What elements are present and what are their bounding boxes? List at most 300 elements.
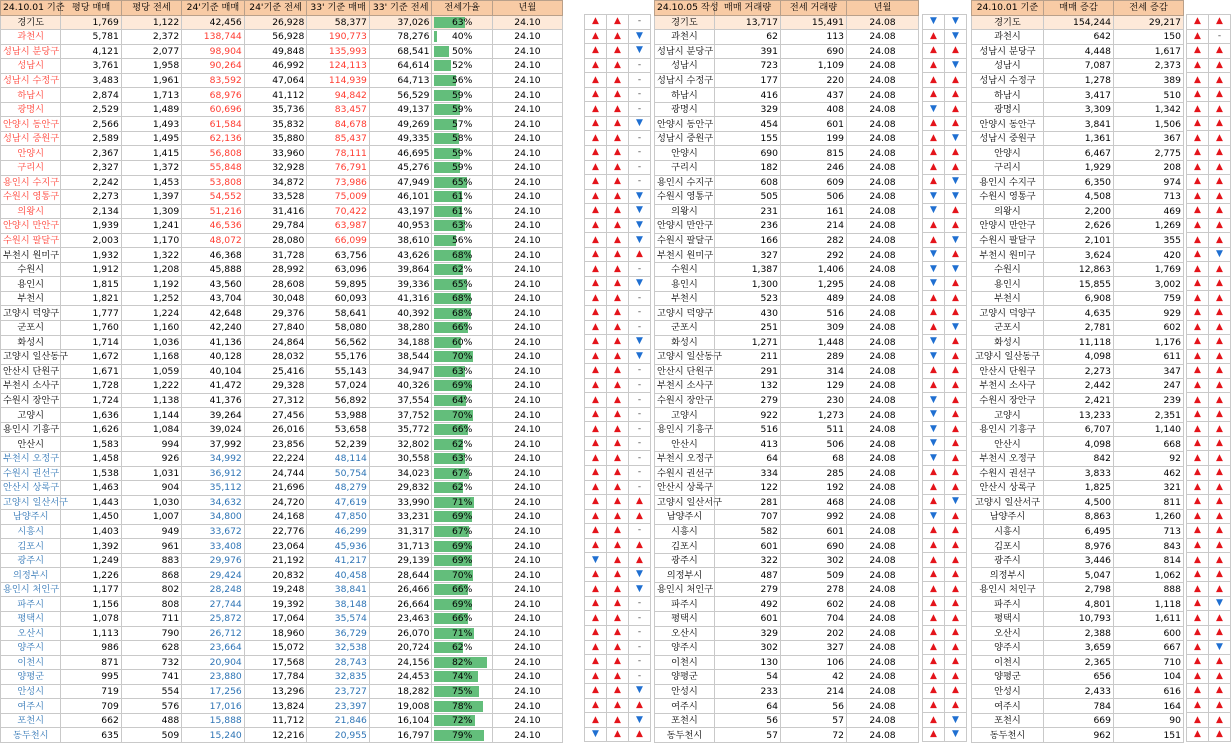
up-arrow-icon: ▲ (945, 698, 967, 713)
region-name: 여주시 (972, 699, 1044, 714)
table-cell: 32,928 (244, 161, 307, 176)
table-row (655, 146, 919, 161)
table-cell: 24.08 (847, 350, 919, 365)
table-row (1, 553, 563, 568)
region-name: 성남시 중원구 (1, 131, 61, 146)
table-cell: 1,224 (121, 306, 181, 321)
table-row (1, 393, 563, 408)
table-cell: 1,007 (121, 510, 181, 525)
no-change-icon: - (629, 262, 651, 277)
table-cell: 28,248 (182, 582, 245, 597)
up-arrow-icon: ▲ (945, 553, 967, 568)
table-cell: 1,672 (61, 350, 121, 365)
up-arrow-icon: ▲ (607, 291, 629, 306)
table-cell: 926 (121, 451, 181, 466)
table-row (1, 102, 563, 117)
table-row (1, 626, 563, 641)
table-cell: 19,248 (244, 582, 307, 597)
table-cell: 732 (121, 655, 181, 670)
up-arrow-icon: ▲ (585, 422, 607, 437)
table-cell: 506 (781, 437, 847, 452)
up-arrow-icon: ▲ (607, 262, 629, 277)
table-cell: 1,062 (1114, 568, 1184, 583)
region-name: 의정부시 (1, 568, 61, 583)
table-row (655, 611, 919, 626)
table-cell: 24.08 (847, 713, 919, 728)
table-cell: 329 (715, 626, 781, 641)
region-name: 평택시 (972, 611, 1044, 626)
down-arrow-icon: ▼ (945, 233, 967, 248)
region-name: 용인시 (655, 277, 715, 292)
table-cell: 15,491 (781, 15, 847, 30)
table-cell: 38,148 (307, 597, 370, 612)
table-cell: 842 (1044, 451, 1114, 466)
region-name: 부천시 원미구 (1, 248, 61, 263)
up-arrow-icon: ▲ (607, 87, 629, 102)
no-change-icon: - (1209, 29, 1231, 44)
table-cell: 49,137 (369, 102, 432, 117)
up-arrow-icon: ▲ (607, 684, 629, 699)
up-arrow-icon: ▲ (923, 218, 945, 233)
jeonse-ratio-cell (432, 422, 492, 437)
table-cell: 70,422 (307, 204, 370, 219)
up-arrow-icon: ▲ (607, 422, 629, 437)
down-arrow-icon: ▼ (945, 58, 967, 73)
up-arrow-icon: ▲ (945, 524, 967, 539)
table-row (655, 553, 919, 568)
table-cell: 68,976 (182, 88, 245, 103)
table-cell: 690 (781, 539, 847, 554)
table-cell: 516 (781, 306, 847, 321)
table-cell: 1,160 (121, 321, 181, 336)
up-arrow-icon: ▲ (585, 305, 607, 320)
table-cell: 230 (781, 393, 847, 408)
ratio-value: 67% (451, 525, 473, 537)
table-cell: 51,216 (182, 204, 245, 219)
region-name: 여주시 (655, 699, 715, 714)
down-arrow-icon: ▼ (923, 247, 945, 262)
up-arrow-icon: ▲ (923, 538, 945, 553)
arrow-row (585, 276, 651, 291)
up-arrow-icon: ▲ (607, 378, 629, 393)
table-row (1, 684, 563, 699)
table-row (655, 102, 919, 117)
arrow-row (923, 233, 967, 248)
up-arrow-icon: ▲ (1209, 567, 1231, 582)
table-cell: 31,713 (369, 539, 432, 554)
table-cell: 38,544 (369, 350, 432, 365)
table-cell: 24.08 (847, 422, 919, 437)
table-cell: 24.10 (492, 233, 562, 248)
ratio-value: 69% (451, 540, 473, 552)
up-arrow-icon: ▲ (1187, 189, 1209, 204)
table-cell: 523 (715, 291, 781, 306)
up-arrow-icon: ▲ (585, 451, 607, 466)
table-cell: 1,538 (61, 466, 121, 481)
up-arrow-icon: ▲ (923, 480, 945, 495)
arrow-row (1187, 640, 1231, 655)
up-arrow-icon: ▲ (945, 393, 967, 408)
table-row (972, 291, 1184, 306)
arrow-row (585, 655, 651, 670)
table-cell: 487 (715, 568, 781, 583)
arrow-spacer-row (923, 0, 967, 15)
up-arrow-icon: ▲ (607, 364, 629, 379)
arrow-row (1187, 713, 1231, 728)
jeonse-ratio-cell (432, 495, 492, 510)
table-row (1, 451, 563, 466)
table-row (655, 713, 919, 728)
no-change-icon: - (629, 524, 651, 539)
up-arrow-icon: ▲ (1187, 291, 1209, 306)
table-cell: 22,224 (244, 451, 307, 466)
table-cell: 24.08 (847, 524, 919, 539)
up-arrow-icon: ▲ (585, 407, 607, 422)
region-name: 의왕시 (655, 204, 715, 219)
arrow-row (1187, 233, 1231, 248)
table-row (655, 306, 919, 321)
up-arrow-icon: ▲ (607, 102, 629, 117)
table-cell: 161 (781, 204, 847, 219)
table-cell: 106 (781, 655, 847, 670)
jeonse-ratio-cell (432, 655, 492, 670)
table-cell: 24.08 (847, 321, 919, 336)
table-cell: 1,109 (781, 59, 847, 74)
table-cell: 656 (1044, 670, 1114, 685)
arrow-row (1187, 204, 1231, 219)
spacer-cell (607, 0, 629, 15)
table-cell: 711 (121, 611, 181, 626)
table-cell: 55,176 (307, 350, 370, 365)
ratio-value: 60% (451, 336, 473, 348)
up-arrow-icon: ▲ (945, 422, 967, 437)
table-cell: 24.08 (847, 161, 919, 176)
up-arrow-icon: ▲ (629, 247, 651, 262)
table-row (655, 204, 919, 219)
ratio-value: 62% (451, 642, 473, 654)
table-row (1, 364, 563, 379)
table-cell: 20,832 (244, 568, 307, 583)
header-cell: 년월 (492, 1, 562, 16)
table-cell: 24.08 (847, 582, 919, 597)
ratio-value: 62% (451, 482, 473, 494)
jeonse-ratio-cell (432, 248, 492, 263)
header-cell: 평당 매매 (61, 1, 121, 16)
table-row (972, 15, 1184, 30)
table-cell: 2,077 (121, 44, 181, 59)
header-cell: 전세가율 (432, 1, 492, 16)
table-cell: 322 (715, 553, 781, 568)
table-cell: 34,872 (244, 175, 307, 190)
arrow-row (923, 698, 967, 713)
table-cell: 24,744 (244, 466, 307, 481)
table-cell: 24.08 (847, 728, 919, 743)
table-cell: 704 (781, 611, 847, 626)
up-arrow-icon: ▲ (1209, 145, 1231, 160)
region-name: 안양시 동안구 (655, 117, 715, 132)
table-cell: 1,269 (1114, 219, 1184, 234)
up-arrow-icon: ▲ (1187, 640, 1209, 655)
table-cell: 164 (1114, 699, 1184, 714)
table-cell: 1,156 (61, 597, 121, 612)
up-arrow-icon: ▲ (607, 247, 629, 262)
region-name: 광주시 (972, 553, 1044, 568)
arrow-row (1187, 175, 1231, 190)
no-change-icon: - (629, 451, 651, 466)
table-cell: 994 (121, 437, 181, 452)
table-cell: 281 (715, 495, 781, 510)
up-arrow-icon: ▲ (1209, 582, 1231, 597)
table-row (1, 219, 563, 234)
table-cell: 34,188 (369, 335, 432, 350)
table-cell: 24.10 (492, 451, 562, 466)
arrow-row (923, 626, 967, 641)
table-cell: 24.10 (492, 626, 562, 641)
up-arrow-icon: ▲ (1209, 538, 1231, 553)
table-row (655, 350, 919, 365)
up-arrow-icon: ▲ (607, 233, 629, 248)
arrow-row (585, 524, 651, 539)
table-cell: 8,863 (1044, 510, 1114, 525)
table-row (655, 277, 919, 292)
up-arrow-icon: ▲ (1187, 495, 1209, 510)
arrow-row (923, 509, 967, 524)
table-cell: 2,134 (61, 204, 121, 219)
table-cell: 29,976 (182, 553, 245, 568)
table-cell: 713 (1114, 190, 1184, 205)
region-name: 의정부시 (972, 568, 1044, 583)
table-cell: 48,114 (307, 451, 370, 466)
table-cell: 98,904 (182, 44, 245, 59)
arrow-row (585, 727, 651, 742)
region-name: 포천시 (1, 713, 61, 728)
arrow-row (923, 713, 967, 728)
table-cell: 24.08 (847, 73, 919, 88)
table-cell: 24.08 (847, 611, 919, 626)
arrow-row (923, 145, 967, 160)
table-row (655, 262, 919, 277)
no-change-icon: - (629, 145, 651, 160)
up-arrow-icon: ▲ (585, 378, 607, 393)
table-row (655, 219, 919, 234)
region-name: 시흥시 (972, 524, 1044, 539)
region-name: 고양시 (655, 408, 715, 423)
table-cell: 2,373 (1114, 59, 1184, 74)
table-cell: 247 (1114, 379, 1184, 394)
up-arrow-icon: ▲ (607, 73, 629, 88)
up-arrow-icon: ▲ (1187, 44, 1209, 59)
table-row (972, 524, 1184, 539)
arrow-row (585, 596, 651, 611)
table-cell: 60,093 (307, 291, 370, 306)
region-name: 파주시 (972, 597, 1044, 612)
region-name: 안양시 만안구 (655, 219, 715, 234)
up-arrow-icon: ▲ (945, 160, 967, 175)
change-table-header (972, 1, 1184, 16)
table-cell: 24.10 (492, 553, 562, 568)
table-row (972, 306, 1184, 321)
table-cell: 282 (781, 233, 847, 248)
up-arrow-icon: ▲ (1209, 335, 1231, 350)
up-arrow-icon: ▲ (1187, 218, 1209, 233)
table-cell: 41,376 (182, 393, 245, 408)
table-cell: 40,392 (369, 306, 432, 321)
region-name: 오산시 (972, 626, 1044, 641)
table-cell: 20,724 (369, 641, 432, 656)
table-cell: 616 (1114, 684, 1184, 699)
up-arrow-icon: ▲ (945, 87, 967, 102)
table-cell: 35,832 (244, 117, 307, 132)
up-arrow-icon: ▲ (923, 582, 945, 597)
down-arrow-icon: ▼ (629, 189, 651, 204)
region-name: 하남시 (655, 88, 715, 103)
table-row (972, 466, 1184, 481)
up-arrow-icon: ▲ (585, 524, 607, 539)
table-cell: 33,990 (369, 495, 432, 510)
table-cell: 41,217 (307, 553, 370, 568)
table-cell: 3,309 (1044, 102, 1114, 117)
table-cell: 26,016 (244, 422, 307, 437)
region-name: 의왕시 (1, 204, 61, 219)
table-cell: 27,744 (182, 597, 245, 612)
ratio-value: 67% (451, 467, 473, 479)
table-cell: 811 (1114, 495, 1184, 510)
table-cell: 992 (781, 510, 847, 525)
region-name: 여주시 (1, 699, 61, 714)
table-row (655, 481, 919, 496)
table-cell: 24.10 (492, 73, 562, 88)
price-table (0, 0, 563, 743)
ratio-value: 78% (451, 700, 473, 712)
table-cell: 1,769 (1114, 262, 1184, 277)
arrow-row (1187, 87, 1231, 102)
arrow-row (585, 509, 651, 524)
up-arrow-icon: ▲ (607, 116, 629, 131)
up-arrow-icon: ▲ (607, 480, 629, 495)
table-cell: 233 (715, 684, 781, 699)
no-change-icon: - (629, 407, 651, 422)
table-cell: 510 (1114, 88, 1184, 103)
arrow-row (923, 204, 967, 219)
table-cell: 2,273 (1044, 364, 1114, 379)
spacer-cell (1209, 0, 1231, 15)
table-row (972, 102, 1184, 117)
arrow-row (923, 684, 967, 699)
table-row (1, 291, 563, 306)
table-row (655, 335, 919, 350)
up-arrow-icon: ▲ (1209, 276, 1231, 291)
up-arrow-icon: ▲ (945, 276, 967, 291)
table-cell: 23,664 (182, 641, 245, 656)
table-row (972, 510, 1184, 525)
table-row (972, 131, 1184, 146)
header-cell: 24.10.01 기준 (1, 1, 61, 16)
table-cell: 24.10 (492, 611, 562, 626)
table-cell: 3,002 (1114, 277, 1184, 292)
jeonse-ratio-cell (432, 393, 492, 408)
table-cell: 113 (781, 30, 847, 45)
jeonse-ratio-cell (432, 306, 492, 321)
table-row (1, 466, 563, 481)
arrow-row (1187, 669, 1231, 684)
arrow-row (923, 669, 967, 684)
arrow-row (923, 655, 967, 670)
table-cell: 138,744 (182, 30, 245, 45)
table-cell: 35,112 (182, 481, 245, 496)
table-cell: 24,864 (244, 335, 307, 350)
arrow-row (1187, 596, 1231, 611)
table-row (972, 626, 1184, 641)
region-name: 양주시 (1, 641, 61, 656)
table-cell: 389 (1114, 73, 1184, 88)
table-cell: 78,111 (307, 146, 370, 161)
region-name: 고양시 일산서구 (655, 495, 715, 510)
table-cell: 1,271 (715, 335, 781, 350)
table-row (655, 88, 919, 103)
table-cell: 1,208 (121, 262, 181, 277)
table-cell: 57 (715, 728, 781, 743)
table-cell: 37,992 (182, 437, 245, 452)
table-cell: 6,707 (1044, 422, 1114, 437)
table-cell: 2,365 (1044, 655, 1114, 670)
spacer-cell (945, 0, 967, 15)
table-cell: 56,928 (244, 30, 307, 45)
no-change-icon: - (629, 131, 651, 146)
jeonse-ratio-cell (432, 510, 492, 525)
region-name: 양주시 (655, 641, 715, 656)
ratio-value: 56% (451, 235, 473, 247)
table-cell: 1,226 (61, 568, 121, 583)
arrow-row (923, 640, 967, 655)
no-change-icon: - (629, 626, 651, 641)
table-cell: 17,016 (182, 699, 245, 714)
jeonse-ratio-cell (432, 233, 492, 248)
region-name: 화성시 (1, 335, 61, 350)
region-name: 광명시 (972, 102, 1044, 117)
table-cell: 75,009 (307, 190, 370, 205)
region-name: 시흥시 (655, 524, 715, 539)
table-cell: 24,156 (369, 655, 432, 670)
region-name: 시흥시 (1, 524, 61, 539)
table-cell: 24.10 (492, 306, 562, 321)
up-arrow-icon: ▲ (945, 596, 967, 611)
up-arrow-icon: ▲ (1187, 713, 1209, 728)
arrow-row (923, 44, 967, 59)
up-arrow-icon: ▲ (923, 553, 945, 568)
up-arrow-icon: ▲ (607, 131, 629, 146)
table-cell: 420 (1114, 248, 1184, 263)
table-row (1, 641, 563, 656)
table-cell: 1,453 (121, 175, 181, 190)
up-arrow-icon: ▲ (1187, 364, 1209, 379)
table-cell: 16,797 (369, 728, 432, 743)
arrow-row (1187, 524, 1231, 539)
table-cell: 1,192 (121, 277, 181, 292)
table-cell: 31,317 (369, 524, 432, 539)
table-cell: 42,456 (182, 15, 245, 30)
region-name: 성남시 중원구 (655, 131, 715, 146)
table-cell: 635 (61, 728, 121, 743)
header-cell: 전세 증감 (1114, 1, 1184, 16)
up-arrow-icon: ▲ (1187, 305, 1209, 320)
table-cell: 327 (715, 248, 781, 263)
up-arrow-icon: ▲ (1209, 58, 1231, 73)
arrow-row (585, 175, 651, 190)
table-cell: 1,760 (61, 321, 121, 336)
table-cell: 182 (715, 161, 781, 176)
arrow-row (1187, 218, 1231, 233)
table-row (655, 408, 919, 423)
